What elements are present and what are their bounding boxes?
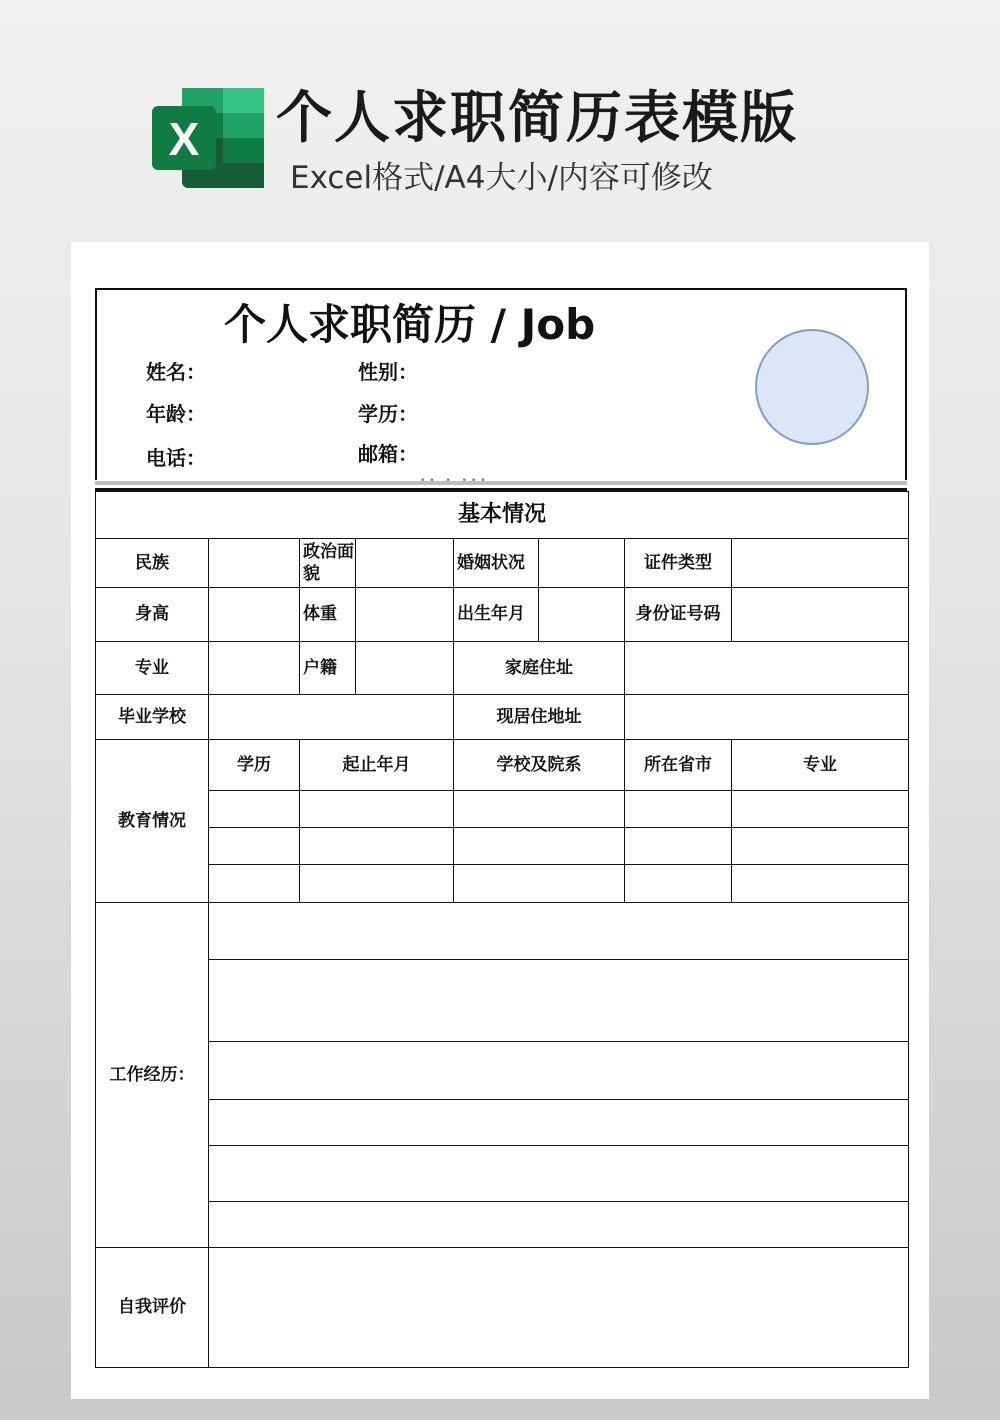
work-row[interactable] xyxy=(209,1146,909,1202)
separator-gray xyxy=(95,481,907,485)
svg-text:X: X xyxy=(168,113,200,165)
work-row[interactable] xyxy=(209,1202,909,1248)
edu-cell[interactable] xyxy=(209,865,300,903)
resume-table xyxy=(95,491,909,1368)
banner-title: 个人求职简历表模版 xyxy=(276,86,798,151)
excel-logo-icon xyxy=(152,88,264,188)
edu-cell[interactable] xyxy=(300,791,454,828)
label-school: 毕业学校 xyxy=(96,695,209,740)
field-email[interactable]: 邮箱： xyxy=(358,442,418,466)
resume-title: 个人求职简历 / Job xyxy=(224,300,596,349)
value-political-status[interactable] xyxy=(356,539,454,588)
label-hukou: 户籍 xyxy=(300,642,356,695)
value-hukou[interactable] xyxy=(356,642,454,695)
edu-cell[interactable] xyxy=(454,791,625,828)
label-current-address: 现居住地址 xyxy=(454,695,625,740)
edu-cell[interactable] xyxy=(625,791,732,828)
section-basic-title: 基本情况 xyxy=(96,492,909,539)
edu-cell[interactable] xyxy=(454,828,625,865)
label-ethnicity: 民族 xyxy=(96,539,209,588)
edu-cell[interactable] xyxy=(732,865,909,903)
edu-header-period: 起止年月 xyxy=(300,740,454,791)
edu-cell[interactable] xyxy=(300,828,454,865)
photo-placeholder[interactable] xyxy=(755,329,869,445)
field-age[interactable]: 年龄： xyxy=(146,402,206,426)
edu-cell[interactable] xyxy=(209,791,300,828)
edu-cell[interactable] xyxy=(300,865,454,903)
work-row[interactable] xyxy=(209,903,909,960)
value-self-eval[interactable] xyxy=(209,1248,909,1368)
banner xyxy=(0,0,1000,240)
separator-dots: •• • ••• xyxy=(420,476,490,486)
label-birth-date: 出生年月 xyxy=(454,588,539,642)
label-work-section: 工作经历： xyxy=(96,903,209,1248)
edu-header-major: 专业 xyxy=(732,740,909,791)
field-gender[interactable]: 性别： xyxy=(358,360,418,384)
field-name[interactable]: 姓名： xyxy=(146,360,206,384)
value-height[interactable] xyxy=(209,588,300,642)
value-ethnicity[interactable] xyxy=(209,539,300,588)
work-row[interactable] xyxy=(209,1042,909,1100)
value-marital-status[interactable] xyxy=(539,539,625,588)
label-self-eval: 自我评价 xyxy=(96,1248,209,1368)
edu-header-school: 学校及院系 xyxy=(454,740,625,791)
label-marital-status: 婚姻状况 xyxy=(454,539,539,588)
label-education-section: 教育情况 xyxy=(96,740,209,903)
value-major[interactable] xyxy=(209,642,300,695)
value-home-address[interactable] xyxy=(625,642,909,695)
edu-cell[interactable] xyxy=(732,828,909,865)
label-id-number: 身份证号码 xyxy=(625,588,732,642)
edu-cell[interactable] xyxy=(625,865,732,903)
edu-header-degree: 学历 xyxy=(209,740,300,791)
work-row[interactable] xyxy=(209,960,909,1042)
edu-cell[interactable] xyxy=(732,791,909,828)
edu-header-province: 所在省市 xyxy=(625,740,732,791)
edu-cell[interactable] xyxy=(625,828,732,865)
value-birth-date[interactable] xyxy=(539,588,625,642)
edu-cell[interactable] xyxy=(454,865,625,903)
label-major: 专业 xyxy=(96,642,209,695)
field-phone[interactable]: 电话： xyxy=(146,446,206,470)
label-height: 身高 xyxy=(96,588,209,642)
work-row[interactable] xyxy=(209,1100,909,1146)
field-education[interactable]: 学历： xyxy=(358,402,418,426)
edu-cell[interactable] xyxy=(209,828,300,865)
value-id-number[interactable] xyxy=(732,588,909,642)
label-political-status: 政治面貌 xyxy=(300,539,356,588)
label-home-address: 家庭住址 xyxy=(454,642,625,695)
label-weight: 体重 xyxy=(300,588,356,642)
value-current-address[interactable] xyxy=(625,695,909,740)
banner-subtitle: Excel格式/A4大小/内容可修改 xyxy=(290,160,713,196)
value-school[interactable] xyxy=(209,695,454,740)
value-id-type[interactable] xyxy=(732,539,909,588)
value-weight[interactable] xyxy=(356,588,454,642)
label-id-type: 证件类型 xyxy=(625,539,732,588)
